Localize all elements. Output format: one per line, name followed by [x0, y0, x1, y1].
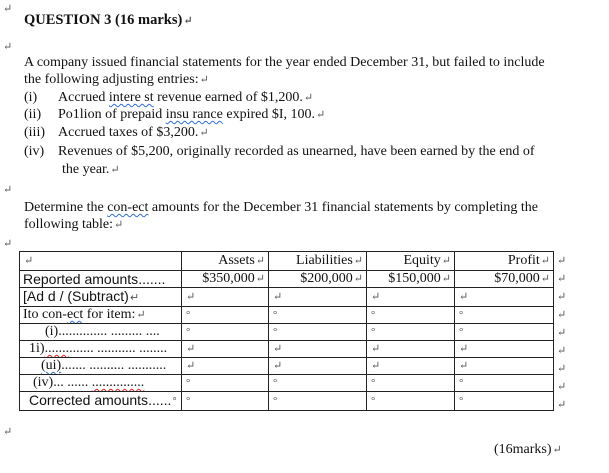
header-label: Equity [403, 253, 441, 268]
cell-mark: ↵ [441, 273, 451, 285]
paragraph-mark: ↵ [303, 92, 314, 104]
cell-mark: ° [459, 377, 464, 389]
empty-cell [269, 375, 367, 392]
table-row-iii [20, 358, 554, 375]
cell-mark: ↵ [273, 343, 283, 355]
cell-mark: ↵ [186, 343, 196, 355]
item-ii [24, 106, 325, 124]
cell-mark: ↵ [371, 291, 381, 303]
row-label-text: Ito con- [23, 307, 67, 322]
item-text: Accrued [58, 90, 109, 105]
row-label: Corrected amounts......° [20, 392, 182, 411]
empty-cell [182, 375, 269, 392]
empty-cell [367, 358, 455, 375]
cell-mark: ° [273, 309, 278, 321]
paragraph-mark: ↵ [114, 219, 124, 231]
row-label-text: (iv) [33, 375, 54, 390]
cell-mark: ° [459, 309, 464, 321]
table-row-reported [20, 271, 554, 288]
paragraph-mark: ↵ [316, 109, 326, 121]
cell-mark: ↵ [186, 360, 196, 372]
paragraph-mark: ↵ [199, 74, 209, 86]
empty-cell [367, 307, 455, 324]
item-text-flagged: insu rance [165, 107, 223, 122]
row-label: (ui)....... .......... ........... [20, 358, 182, 375]
row-label: (iv)... ...... ............... [20, 375, 182, 392]
marks-footer [494, 442, 562, 458]
empty-cell [269, 392, 367, 411]
item-text: Po1lion of prepaid [58, 107, 166, 122]
item-iii [24, 124, 209, 142]
empty-cell [455, 288, 554, 307]
reported-assets-cell [182, 271, 269, 288]
cell-mark: ↵ [129, 292, 140, 304]
cell-mark: ° [371, 326, 376, 338]
determine-text: following table: [24, 217, 114, 232]
cell-mark: ° [371, 309, 376, 321]
cell-mark: ° [186, 309, 191, 321]
cell-mark: ° [273, 377, 278, 389]
row-end-mark: ↵ [557, 399, 567, 411]
paragraph-mark: ↵ [3, 3, 13, 15]
cell-mark: ↵ [273, 291, 283, 303]
paragraph-mark: ↵ [3, 41, 13, 53]
empty-cell [182, 288, 269, 307]
cell-mark: ° [273, 326, 278, 338]
empty-cell [367, 375, 455, 392]
cell-value: $150,000 [388, 271, 441, 286]
row-end-mark: ↵ [557, 345, 567, 357]
row-label-text: Reported amounts [23, 271, 139, 287]
table-row-i [20, 324, 554, 341]
empty-cell [269, 324, 367, 341]
cell-mark: ° [371, 395, 376, 407]
footer-text: (16marks) [494, 442, 552, 457]
cell-mark: ↵ [273, 360, 283, 372]
empty-cell [367, 324, 455, 341]
cell-mark: ° [459, 395, 464, 407]
empty-cell [455, 375, 554, 392]
determine-text: amounts for the December 31 financial statements by completing the [148, 200, 538, 215]
table-corner-cell [20, 252, 182, 271]
row-label-text: (ui) [41, 358, 62, 373]
item-iv [24, 143, 535, 160]
determine-line-2 [24, 216, 123, 234]
row-label-text: (i) [45, 324, 59, 339]
cell-mark: ↵ [353, 255, 363, 267]
cell-mark: ↵ [353, 273, 363, 285]
header-equity [367, 252, 455, 271]
empty-cell [367, 288, 455, 307]
item-number: (i) [24, 90, 38, 105]
empty-cell [269, 288, 367, 307]
cell-mark: ↵ [136, 309, 146, 321]
determine-line-1 [24, 199, 538, 216]
row-label-text: 1i) [29, 341, 45, 356]
amounts-table [19, 251, 554, 411]
table-row-add [20, 288, 554, 307]
item-number: (iii) [24, 125, 45, 140]
table-header-row [20, 252, 554, 271]
empty-cell [455, 324, 554, 341]
row-label-flagged: ect [66, 307, 84, 322]
empty-cell [455, 307, 554, 324]
paragraph-mark: ↵ [3, 426, 13, 438]
header-label: Liabilities [296, 253, 353, 268]
empty-cell [269, 358, 367, 375]
row-label: Reported amounts....... [20, 271, 182, 288]
determine-text-flagged: con-ect [107, 200, 149, 215]
reported-equity-cell [367, 271, 455, 288]
cell-mark: ↵ [255, 255, 265, 267]
empty-cell [269, 307, 367, 324]
row-label [20, 288, 182, 307]
item-i [24, 89, 313, 107]
row-label [20, 307, 182, 324]
cell-value: $70,000 [494, 271, 540, 286]
row-label-text: Corrected amounts [29, 392, 149, 408]
item-text: revenue earned of $1,200. [153, 90, 303, 105]
header-profit [455, 252, 554, 271]
empty-cell [182, 307, 269, 324]
row-end-mark: ↵ [557, 291, 567, 303]
cell-value: $350,000 [202, 271, 255, 286]
cell-mark: ↵ [441, 255, 451, 267]
cell-mark: ↵ [459, 291, 469, 303]
reported-profit-cell [455, 271, 554, 288]
item-text-flagged: intere st [108, 90, 154, 105]
question-heading [24, 12, 193, 29]
item-number: (ii) [24, 107, 42, 122]
empty-cell [182, 324, 269, 341]
row-end-mark: ↵ [557, 309, 567, 321]
paragraph-mark: ↵ [3, 184, 13, 196]
cell-mark: ↵ [186, 291, 196, 303]
cell-mark: ↵ [459, 360, 469, 372]
item-iv-continued [62, 161, 120, 179]
empty-cell [455, 358, 554, 375]
table-row-corrected [20, 392, 554, 411]
item-text: expired $I, 100. [222, 107, 316, 122]
item-text: Revenues of $5,200, originally recorded as unearned, have been earned by the end of [58, 144, 535, 159]
cell-mark: ° [186, 377, 191, 389]
determine-text: Determine the [24, 200, 108, 215]
row-end-mark: ↵ [557, 327, 567, 339]
cell-mark: ↵ [371, 343, 381, 355]
header-label: Assets [218, 253, 255, 268]
paragraph-mark: ↵ [3, 238, 13, 250]
empty-cell [367, 392, 455, 411]
paragraph-mark: ↵ [552, 444, 562, 456]
row-label-text: [Ad d / (Subtract) [23, 288, 129, 304]
empty-cell [182, 341, 269, 358]
cell-mark: ° [186, 326, 191, 338]
empty-cell [182, 392, 269, 411]
cell-mark: ° [172, 396, 177, 408]
table-row-to-correct [20, 307, 554, 324]
cell-mark: ° [186, 395, 191, 407]
empty-cell [182, 358, 269, 375]
cell-value: $200,000 [300, 271, 353, 286]
item-text: the year. [62, 162, 110, 177]
item-text: Accrued taxes of $3,200. [58, 125, 199, 140]
paragraph-mark: ↵ [110, 164, 120, 176]
cell-mark: ↵ [540, 273, 550, 285]
empty-cell [455, 392, 554, 411]
header-assets [182, 252, 269, 271]
row-end-mark: ↵ [557, 363, 567, 375]
cell-mark: ↵ [371, 360, 381, 372]
table-row-iv [20, 375, 554, 392]
cell-mark: ° [371, 377, 376, 389]
cell-mark: ↵ [459, 343, 469, 355]
cell-mark: ° [459, 326, 464, 338]
reported-liabilities-cell [269, 271, 367, 288]
row-label-text: for item: [83, 307, 136, 322]
intro-line-1: A company issued financial statements for the year ended December 31, but failed to include [24, 55, 545, 70]
paragraph-mark: ↵ [183, 15, 193, 27]
row-label: 1i).............. ........... ........ [20, 341, 182, 358]
question-title: QUESTION 3 (16 marks) [24, 12, 183, 28]
cell-mark: ↵ [24, 255, 34, 267]
intro-text: the following adjusting entries: [24, 72, 199, 87]
empty-cell [269, 341, 367, 358]
row-end-mark: ↵ [557, 273, 567, 285]
intro-line-2 [24, 71, 209, 89]
row-end-mark: ↵ [557, 255, 567, 267]
header-label: Profit [507, 253, 540, 268]
empty-cell [455, 341, 554, 358]
cell-mark: ° [273, 395, 278, 407]
empty-cell [367, 341, 455, 358]
header-liabilities [269, 252, 367, 271]
cell-mark: ↵ [255, 273, 265, 285]
row-end-mark: ↵ [557, 381, 567, 393]
item-number: (iv) [24, 144, 45, 159]
table-row-ii [20, 341, 554, 358]
cell-mark: ↵ [540, 255, 550, 267]
paragraph-mark: ↵ [199, 127, 209, 139]
row-label: (i).............. ......... .... [20, 324, 182, 341]
